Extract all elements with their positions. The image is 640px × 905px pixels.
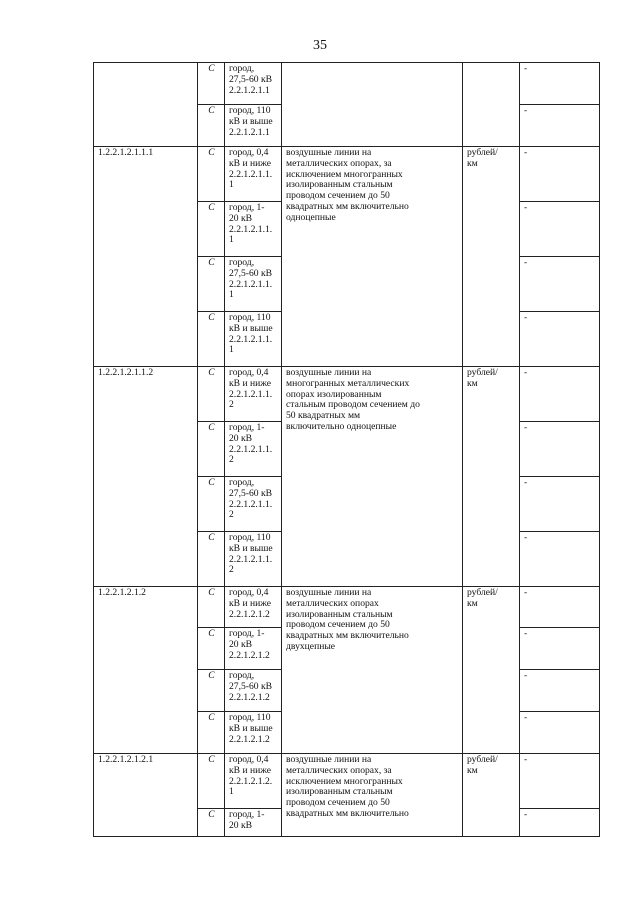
territory-voltage-cell-text: город, 110 кВ и выше 2.2.1.2.1.2 — [229, 712, 273, 745]
territory-voltage-cell — [225, 367, 282, 422]
territory-voltage-cell — [225, 532, 282, 587]
territory-voltage-cell — [225, 809, 282, 837]
rate-value-cell — [520, 312, 600, 367]
category-letter-cell — [198, 532, 225, 587]
rate-value-cell — [520, 257, 600, 312]
line-description-cell-text: воздушные линии на металлических опорах, за исключением многогранных изолированным стальным проводом сечением до 50 квадратных мм включительно одноцепные — [286, 147, 409, 223]
rate-value-cell-text: - — [524, 587, 528, 598]
rate-value-cell-text: - — [524, 422, 528, 433]
rate-value-cell-text: - — [524, 477, 528, 488]
category-letter-cell-text: С — [208, 147, 215, 158]
category-letter-cell — [198, 628, 225, 670]
rate-value-cell-text: - — [524, 367, 528, 378]
territory-voltage-cell-text: город, 0,4 кВ и ниже 2.2.1.2.1.2. 1 — [229, 754, 273, 798]
page-number: 35 — [313, 38, 327, 53]
line-description-cell — [282, 367, 463, 587]
row-code-cell-text: 1.2.2.1.2.1.1.1 — [98, 147, 154, 158]
rate-value-cell-text: - — [524, 532, 528, 543]
territory-voltage-cell-text: город, 0,4 кВ и ниже 2.2.1.2.1.1. 2 — [229, 367, 273, 411]
territory-voltage-cell — [225, 312, 282, 367]
rate-value-cell — [520, 477, 600, 532]
territory-voltage-cell-text: город, 27,5-60 кВ 2.2.1.2.1.1. 2 — [229, 477, 273, 521]
rate-value-cell-text: - — [524, 202, 528, 213]
territory-voltage-cell — [225, 202, 282, 257]
rate-value-cell — [520, 754, 600, 809]
rate-value-cell — [520, 628, 600, 670]
territory-voltage-cell-text: город, 110 кВ и выше 2.2.1.2.1.1 — [229, 105, 273, 138]
category-letter-cell-text: С — [208, 312, 215, 323]
category-letter-cell-text: С — [208, 712, 215, 723]
unit-cell-text: рублей/ км — [467, 587, 498, 609]
territory-voltage-cell-text: город, 27,5-60 кВ 2.2.1.2.1.1 — [229, 63, 273, 96]
rate-value-cell-text: - — [524, 670, 528, 681]
line-description-cell-text: воздушные линии на металлических опорах изолированным стальным проводом сечением до 50 квадратных мм включительно двухцепные — [286, 587, 409, 652]
line-description-cell — [282, 147, 463, 367]
table-row — [94, 587, 600, 628]
territory-voltage-cell-text: город, 110 кВ и выше 2.2.1.2.1.1. 2 — [229, 532, 273, 576]
category-letter-cell-text: С — [208, 367, 215, 378]
rate-value-cell-text: - — [524, 628, 528, 639]
rate-value-cell — [520, 670, 600, 712]
category-letter-cell-text: С — [208, 670, 215, 681]
row-code-cell — [94, 147, 198, 367]
territory-voltage-cell — [225, 147, 282, 202]
territory-voltage-cell-text: город, 27,5-60 кВ 2.2.1.2.1.2 — [229, 670, 273, 703]
category-letter-cell — [198, 257, 225, 312]
unit-cell-text: рублей/ км — [467, 147, 498, 169]
territory-voltage-cell-text: город, 0,4 кВ и ниже 2.2.1.2.1.2 — [229, 587, 272, 620]
tariff-table — [93, 62, 600, 837]
rate-value-cell — [520, 147, 600, 202]
rate-value-cell-text: - — [524, 312, 528, 323]
rate-value-cell-text: - — [524, 712, 528, 723]
table-row — [94, 754, 600, 809]
rate-value-cell — [520, 587, 600, 628]
category-letter-cell-text: С — [208, 105, 215, 116]
category-letter-cell — [198, 754, 225, 809]
unit-cell-text: рублей/ км — [467, 367, 498, 389]
territory-voltage-cell-text: город, 1- 20 кВ 2.2.1.2.1.2 — [229, 628, 270, 661]
territory-voltage-cell — [225, 670, 282, 712]
category-letter-cell-text: С — [208, 628, 215, 639]
rate-value-cell — [520, 202, 600, 257]
category-letter-cell — [198, 367, 225, 422]
territory-voltage-cell — [225, 587, 282, 628]
table-body — [94, 63, 600, 837]
territory-voltage-cell — [225, 477, 282, 532]
category-letter-cell — [198, 147, 225, 202]
unit-cell — [463, 754, 520, 837]
rate-value-cell — [520, 367, 600, 422]
rate-value-cell-text: - — [524, 105, 528, 116]
row-code-cell-text: 1.2.2.1.2.1.2 — [98, 587, 146, 598]
territory-voltage-cell — [225, 712, 282, 754]
rate-value-cell — [520, 422, 600, 477]
territory-voltage-cell-text: город, 1- 20 кВ — [229, 809, 265, 831]
category-letter-cell — [198, 809, 225, 837]
rate-value-cell — [520, 712, 600, 754]
category-letter-cell — [198, 670, 225, 712]
rate-value-cell — [520, 105, 600, 147]
territory-voltage-cell — [225, 63, 282, 105]
line-description-cell — [282, 587, 463, 754]
table-row — [94, 147, 600, 202]
category-letter-cell — [198, 105, 225, 147]
category-letter-cell-text: С — [208, 587, 215, 598]
rate-value-cell — [520, 809, 600, 837]
table-row — [94, 63, 600, 105]
territory-voltage-cell-text: город, 110 кВ и выше 2.2.1.2.1.1. 1 — [229, 312, 273, 356]
category-letter-cell-text: С — [208, 809, 215, 820]
territory-voltage-cell — [225, 628, 282, 670]
line-description-cell — [282, 63, 463, 147]
unit-cell — [463, 147, 520, 367]
category-letter-cell-text: С — [208, 532, 215, 543]
rate-value-cell-text: - — [524, 754, 528, 765]
category-letter-cell-text: С — [208, 422, 215, 433]
rate-value-cell-text: - — [524, 809, 528, 820]
category-letter-cell — [198, 587, 225, 628]
line-description-cell-text: воздушные линии на многогранных металлических опорах изолированным стальным проводом сечением до 50 квадратных мм включительно одноцепные — [286, 367, 420, 432]
row-code-cell-text: 1.2.2.1.2.1.1.2 — [98, 367, 154, 378]
territory-voltage-cell — [225, 105, 282, 147]
category-letter-cell-text: С — [208, 257, 215, 268]
territory-voltage-cell-text: город, 0,4 кВ и ниже 2.2.1.2.1.1. 1 — [229, 147, 273, 191]
category-letter-cell — [198, 422, 225, 477]
rate-value-cell — [520, 63, 600, 105]
category-letter-cell-text: С — [208, 202, 215, 213]
line-description-cell-text: воздушные линии на металлических опорах, за исключением многогранных изолированным стальным проводом сечением до 50 квадратных мм включительно — [286, 754, 409, 819]
territory-voltage-cell — [225, 257, 282, 312]
rate-value-cell — [520, 532, 600, 587]
row-code-cell-text: 1.2.2.1.2.1.2.1 — [98, 754, 154, 765]
rate-value-cell-text: - — [524, 147, 528, 158]
category-letter-cell — [198, 312, 225, 367]
territory-voltage-cell — [225, 754, 282, 809]
territory-voltage-cell-text: город, 1- 20 кВ 2.2.1.2.1.1. 1 — [229, 202, 273, 246]
line-description-cell — [282, 754, 463, 837]
row-code-cell — [94, 754, 198, 837]
row-code-cell — [94, 587, 198, 754]
territory-voltage-cell-text: город, 1- 20 кВ 2.2.1.2.1.1. 2 — [229, 422, 273, 466]
row-code-cell — [94, 367, 198, 587]
category-letter-cell-text: С — [208, 754, 215, 765]
unit-cell — [463, 367, 520, 587]
category-letter-cell — [198, 477, 225, 532]
unit-cell — [463, 63, 520, 147]
rate-value-cell-text: - — [524, 63, 528, 74]
category-letter-cell — [198, 202, 225, 257]
unit-cell-text: рублей/ км — [467, 754, 498, 776]
category-letter-cell-text: С — [208, 477, 215, 488]
unit-cell — [463, 587, 520, 754]
territory-voltage-cell — [225, 422, 282, 477]
row-code-cell — [94, 63, 198, 147]
category-letter-cell — [198, 63, 225, 105]
territory-voltage-cell-text: город, 27,5-60 кВ 2.2.1.2.1.1. 1 — [229, 257, 273, 301]
category-letter-cell-text: С — [208, 63, 215, 74]
rate-value-cell-text: - — [524, 257, 528, 268]
category-letter-cell — [198, 712, 225, 754]
table-row — [94, 367, 600, 422]
